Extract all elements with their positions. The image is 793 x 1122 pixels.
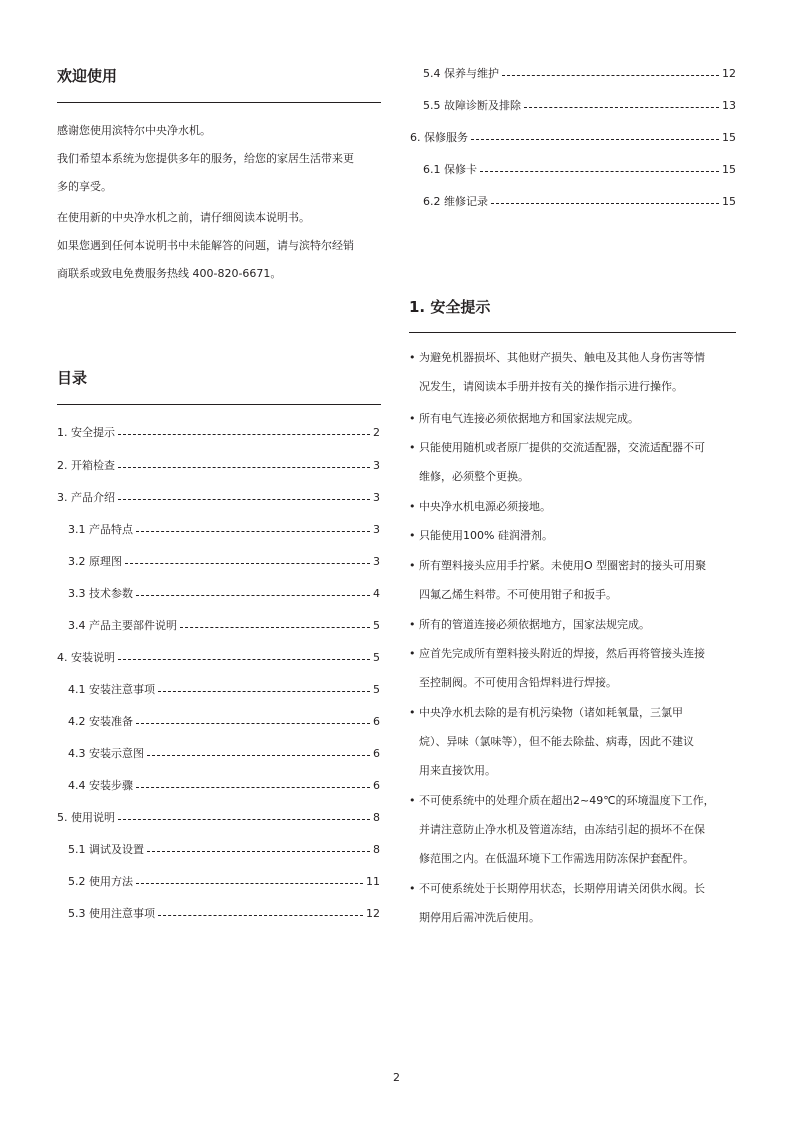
bullet-dot-icon: • xyxy=(409,412,416,425)
safety-item xyxy=(409,499,739,528)
safety-item xyxy=(409,617,739,646)
toc-entry-label: 3.4 产品主要部件说明 xyxy=(68,619,177,632)
toc-leader-dashes xyxy=(118,499,370,500)
toc-entry[interactable] xyxy=(68,554,380,570)
toc-leader-dashes xyxy=(158,915,363,916)
toc-leader-dashes xyxy=(136,531,370,532)
toc-entry-label: 6.1 保修卡 xyxy=(423,163,477,176)
bullet-dot-icon: • xyxy=(409,647,416,660)
welcome-line: 在使用新的中央净水机之前，请仔细阅读本说明书。 xyxy=(57,211,310,224)
toc-entry-page: 6 xyxy=(373,715,380,728)
toc-entry-page: 6 xyxy=(373,779,380,792)
toc-leader-dashes xyxy=(502,75,719,76)
bullet-dot-icon: • xyxy=(409,882,416,895)
toc-entry-page: 8 xyxy=(373,843,380,856)
toc-entry-page: 3 xyxy=(373,523,380,536)
toc-entry-label: 3.2 原理图 xyxy=(68,555,122,568)
safety-item xyxy=(409,350,739,408)
toc-entry-page: 15 xyxy=(722,163,736,176)
safety-item-line: 所有塑料接头应用手拧紧。未使用O 型圈密封的接头可用聚 xyxy=(419,559,707,572)
toc-leader-dashes xyxy=(118,434,370,435)
toc-entry-label: 4.2 安装准备 xyxy=(68,715,133,728)
toc-entry-label: 2. 开箱检查 xyxy=(57,459,115,472)
toc-entry[interactable] xyxy=(423,98,736,114)
safety-item xyxy=(409,528,739,557)
toc-entry-label: 5.3 使用注意事项 xyxy=(68,907,155,920)
safety-item xyxy=(409,793,739,880)
toc-entry-page: 11 xyxy=(366,875,380,888)
toc-leader-dashes xyxy=(136,787,370,788)
toc-entry-label: 6. 保修服务 xyxy=(410,131,468,144)
toc-entry[interactable] xyxy=(423,194,736,210)
toc-entry[interactable] xyxy=(57,650,380,666)
toc-entry-page: 12 xyxy=(366,907,380,920)
bullet-dot-icon: • xyxy=(409,618,416,631)
safety-item-line: 用来直接饮用。 xyxy=(419,764,496,777)
toc-leader-dashes xyxy=(158,691,370,692)
toc-entry-page: 15 xyxy=(722,131,736,144)
toc-entry-label: 4.1 安装注意事项 xyxy=(68,683,155,696)
safety-item-line: 所有电气连接必须依据地方和国家法规完成。 xyxy=(419,412,639,425)
toc-leader-dashes xyxy=(491,203,719,204)
toc-entry-label: 1. 安全提示 xyxy=(57,426,115,439)
toc-entry-page: 5 xyxy=(373,651,380,664)
safety-item-line: 只能使用100% 硅润滑剂。 xyxy=(419,529,553,542)
toc-entry-page: 5 xyxy=(373,619,380,632)
toc-entry[interactable] xyxy=(68,522,380,538)
safety-item-line: 四氟乙烯生料带。不可使用钳子和扳手。 xyxy=(419,588,617,601)
toc-entry-page: 13 xyxy=(722,99,736,112)
bullet-dot-icon: • xyxy=(409,559,416,572)
safety-item-line: 烷）、异味（氯味等），但不能去除盐、病毒，因此不建议 xyxy=(419,735,694,748)
toc-divider xyxy=(57,404,381,405)
toc-entry[interactable] xyxy=(68,842,380,858)
toc-entry-label: 5. 使用说明 xyxy=(57,811,115,824)
toc-leader-dashes xyxy=(524,107,719,108)
welcome-line: 我们希望本系统为您提供多年的服务，给您的家居生活带来更 xyxy=(57,152,354,165)
toc-leader-dashes xyxy=(136,723,370,724)
welcome-heading: 欢迎使用 xyxy=(57,67,118,85)
toc-entry-label: 3.3 技术参数 xyxy=(68,587,133,600)
toc-entry-page: 6 xyxy=(373,747,380,760)
toc-leader-dashes xyxy=(118,819,370,820)
safety-item-line: 修范围之内。在低温环境下工作需选用防冻保护套配件。 xyxy=(419,852,694,865)
toc-entry[interactable] xyxy=(68,746,380,762)
safety-item-line: 期停用后需冲洗后使用。 xyxy=(419,911,540,924)
toc-leader-dashes xyxy=(136,883,363,884)
toc-entry[interactable] xyxy=(410,130,736,146)
bullet-dot-icon: • xyxy=(409,500,416,513)
safety-item-line: 不可使系统中的处理介质在超出2~49℃的环境温度下工作， xyxy=(419,794,715,807)
toc-entry[interactable] xyxy=(68,714,380,730)
welcome-divider xyxy=(57,102,381,103)
toc-entry[interactable] xyxy=(57,458,380,474)
toc-entry-page: 3 xyxy=(373,459,380,472)
toc-entry-page: 5 xyxy=(373,683,380,696)
bullet-dot-icon: • xyxy=(409,529,416,542)
toc-entry[interactable] xyxy=(68,906,380,922)
toc-leader-dashes xyxy=(118,659,370,660)
toc-entry-label: 5.2 使用方法 xyxy=(68,875,133,888)
toc-entry[interactable] xyxy=(423,66,736,82)
toc-leader-dashes xyxy=(136,595,370,596)
safety-item-line: 所有的管道连接必须依据地方，国家法规完成。 xyxy=(419,618,650,631)
toc-entry-label: 6.2 维修记录 xyxy=(423,195,488,208)
safety-item xyxy=(409,558,739,616)
bullet-dot-icon: • xyxy=(409,794,416,807)
safety-item-line: 不可使系统处于长期停用状态，长期停用请关闭供水阀。长 xyxy=(419,882,705,895)
safety-item xyxy=(409,440,739,498)
page-number: 2 xyxy=(393,1071,400,1084)
toc-entry-label: 3. 产品介绍 xyxy=(57,491,115,504)
safety-item-line: 为避免机器损坏、其他财产损失、触电及其他人身伤害等情 xyxy=(419,351,705,364)
toc-entry-page: 3 xyxy=(373,555,380,568)
toc-entry[interactable] xyxy=(68,682,380,698)
toc-entry-page: 15 xyxy=(722,195,736,208)
toc-entry-label: 5.5 故障诊断及排除 xyxy=(423,99,521,112)
toc-entry[interactable] xyxy=(68,778,380,794)
safety-item-line: 至控制阀。不可使用含铅焊料进行焊接。 xyxy=(419,676,617,689)
welcome-line: 如果您遇到任何本说明书中未能解答的问题，请与滨特尔经销 xyxy=(57,239,354,252)
toc-leader-dashes xyxy=(147,851,370,852)
toc-entry[interactable] xyxy=(57,425,380,441)
toc-entry-page: 3 xyxy=(373,491,380,504)
toc-entry[interactable] xyxy=(423,162,736,178)
safety-item xyxy=(409,646,739,704)
safety-item-line: 中央净水机去除的是有机污染物（诸如耗氧量，三氯甲 xyxy=(419,706,683,719)
welcome-line: 商联系或致电免费服务热线 400-820-6671。 xyxy=(57,267,282,280)
safety-item-line: 只能使用随机或者原厂提供的交流适配器，交流适配器不可 xyxy=(419,441,705,454)
toc-entry-label: 4. 安装说明 xyxy=(57,651,115,664)
welcome-line: 感谢您使用滨特尔中央净水机。 xyxy=(57,124,211,137)
toc-leader-dashes xyxy=(118,467,370,468)
toc-entry[interactable] xyxy=(68,874,380,890)
bullet-dot-icon: • xyxy=(409,706,416,719)
toc-entry[interactable] xyxy=(68,586,380,602)
safety-heading: 1. 安全提示 xyxy=(409,298,491,316)
welcome-line: 多的享受。 xyxy=(57,180,112,193)
toc-leader-dashes xyxy=(471,139,719,140)
toc-entry-page: 4 xyxy=(373,587,380,600)
safety-item xyxy=(409,411,739,440)
safety-item xyxy=(409,881,739,939)
toc-leader-dashes xyxy=(480,171,719,172)
safety-item-line: 维修，必须整个更换。 xyxy=(419,470,529,483)
toc-leader-dashes xyxy=(180,627,370,628)
toc-entry-label: 4.4 安装步骤 xyxy=(68,779,133,792)
toc-leader-dashes xyxy=(125,563,370,564)
safety-item-line: 应首先完成所有塑料接头附近的焊接，然后再将管接头连接 xyxy=(419,647,705,660)
bullet-dot-icon: • xyxy=(409,351,416,364)
toc-entry-label: 5.1 调试及设置 xyxy=(68,843,144,856)
safety-item-line: 中央净水机电源必须接地。 xyxy=(419,500,551,513)
toc-entry-page: 8 xyxy=(373,811,380,824)
safety-item xyxy=(409,705,739,792)
toc-entry-label: 5.4 保养与维护 xyxy=(423,67,499,80)
safety-item-line: 并请注意防止净水机及管道冻结，由冻结引起的损坏不在保 xyxy=(419,823,705,836)
toc-entry-page: 12 xyxy=(722,67,736,80)
toc-leader-dashes xyxy=(147,755,370,756)
safety-item-line: 况发生，请阅读本手册并按有关的操作指示进行操作。 xyxy=(419,380,683,393)
toc-entry[interactable] xyxy=(57,810,380,826)
toc-entry-label: 4.3 安装示意图 xyxy=(68,747,144,760)
toc-entry[interactable] xyxy=(68,618,380,634)
toc-heading: 目录 xyxy=(57,369,88,387)
toc-entry[interactable] xyxy=(57,490,380,506)
toc-entry-label: 3.1 产品特点 xyxy=(68,523,133,536)
bullet-dot-icon: • xyxy=(409,441,416,454)
safety-divider xyxy=(409,332,736,333)
toc-entry-page: 2 xyxy=(373,426,380,439)
